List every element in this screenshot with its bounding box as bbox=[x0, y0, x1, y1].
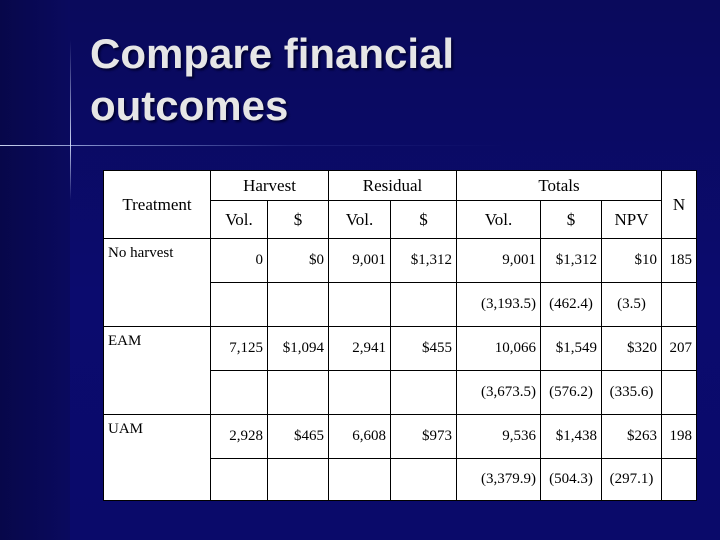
empty-cell bbox=[329, 459, 391, 501]
harvest-vol-cell: 2,928 bbox=[211, 415, 268, 459]
empty-cell bbox=[391, 371, 457, 415]
empty-cell bbox=[268, 283, 329, 327]
total-usd-cell: $1,312 bbox=[541, 239, 602, 283]
table-row bbox=[104, 415, 697, 459]
header-residual-vol: Vol. bbox=[329, 201, 391, 239]
se-npv-cell: (335.6) bbox=[602, 371, 662, 415]
se-usd-cell: (504.3) bbox=[541, 459, 602, 501]
se-vol-cell: (3,379.9) bbox=[457, 459, 541, 501]
empty-cell bbox=[329, 371, 391, 415]
empty-cell bbox=[391, 283, 457, 327]
harvest-usd-cell: $465 bbox=[268, 415, 329, 459]
treatment-cell: EAM bbox=[104, 327, 211, 415]
empty-cell bbox=[662, 283, 697, 327]
residual-usd-cell: $1,312 bbox=[391, 239, 457, 283]
header-harvest: Harvest bbox=[211, 171, 329, 201]
header-residual: Residual bbox=[329, 171, 457, 201]
residual-vol-cell: 6,608 bbox=[329, 415, 391, 459]
se-npv-cell: (297.1) bbox=[602, 459, 662, 501]
header-residual-usd: $ bbox=[391, 201, 457, 239]
empty-cell bbox=[211, 459, 268, 501]
total-vol-cell: 9,536 bbox=[457, 415, 541, 459]
se-usd-cell: (462.4) bbox=[541, 283, 602, 327]
title-line-1: Compare financial bbox=[90, 30, 455, 77]
header-npv: NPV bbox=[602, 201, 662, 239]
se-usd-cell: (576.2) bbox=[541, 371, 602, 415]
se-vol-cell: (3,673.5) bbox=[457, 371, 541, 415]
npv-cell: $263 bbox=[602, 415, 662, 459]
empty-cell bbox=[211, 371, 268, 415]
se-npv-cell: (3.5) bbox=[602, 283, 662, 327]
empty-cell bbox=[662, 459, 697, 501]
header-n: N bbox=[662, 171, 697, 239]
empty-cell bbox=[329, 283, 391, 327]
harvest-usd-cell: $0 bbox=[268, 239, 329, 283]
harvest-usd-cell: $1,094 bbox=[268, 327, 329, 371]
total-vol-cell: 9,001 bbox=[457, 239, 541, 283]
empty-cell bbox=[391, 459, 457, 501]
treatment-cell: UAM bbox=[104, 415, 211, 501]
n-cell: 185 bbox=[662, 239, 697, 283]
left-decor-band bbox=[0, 0, 70, 540]
se-vol-cell: (3,193.5) bbox=[457, 283, 541, 327]
empty-cell bbox=[268, 459, 329, 501]
harvest-vol-cell: 7,125 bbox=[211, 327, 268, 371]
empty-cell bbox=[211, 283, 268, 327]
table-row bbox=[104, 327, 697, 371]
decor-horizontal-line bbox=[0, 145, 720, 146]
financial-outcomes-table bbox=[103, 170, 696, 500]
header-treatment: Treatment bbox=[104, 171, 211, 239]
data-table bbox=[103, 170, 697, 501]
total-usd-cell: $1,549 bbox=[541, 327, 602, 371]
empty-cell bbox=[662, 371, 697, 415]
header-row-groups bbox=[104, 171, 697, 201]
total-usd-cell: $1,438 bbox=[541, 415, 602, 459]
header-totals: Totals bbox=[457, 171, 662, 201]
residual-vol-cell: 2,941 bbox=[329, 327, 391, 371]
n-cell: 207 bbox=[662, 327, 697, 371]
decor-vertical-line bbox=[70, 40, 71, 200]
title-line-2: outcomes bbox=[90, 82, 289, 129]
header-total-vol: Vol. bbox=[457, 201, 541, 239]
residual-usd-cell: $455 bbox=[391, 327, 457, 371]
npv-cell: $10 bbox=[602, 239, 662, 283]
npv-cell: $320 bbox=[602, 327, 662, 371]
treatment-cell: No harvest bbox=[104, 239, 211, 327]
header-total-usd: $ bbox=[541, 201, 602, 239]
harvest-vol-cell: 0 bbox=[211, 239, 268, 283]
slide-title bbox=[90, 28, 454, 132]
table-row bbox=[104, 239, 697, 283]
residual-usd-cell: $973 bbox=[391, 415, 457, 459]
header-harvest-usd: $ bbox=[268, 201, 329, 239]
empty-cell bbox=[268, 371, 329, 415]
total-vol-cell: 10,066 bbox=[457, 327, 541, 371]
residual-vol-cell: 9,001 bbox=[329, 239, 391, 283]
n-cell: 198 bbox=[662, 415, 697, 459]
header-harvest-vol: Vol. bbox=[211, 201, 268, 239]
